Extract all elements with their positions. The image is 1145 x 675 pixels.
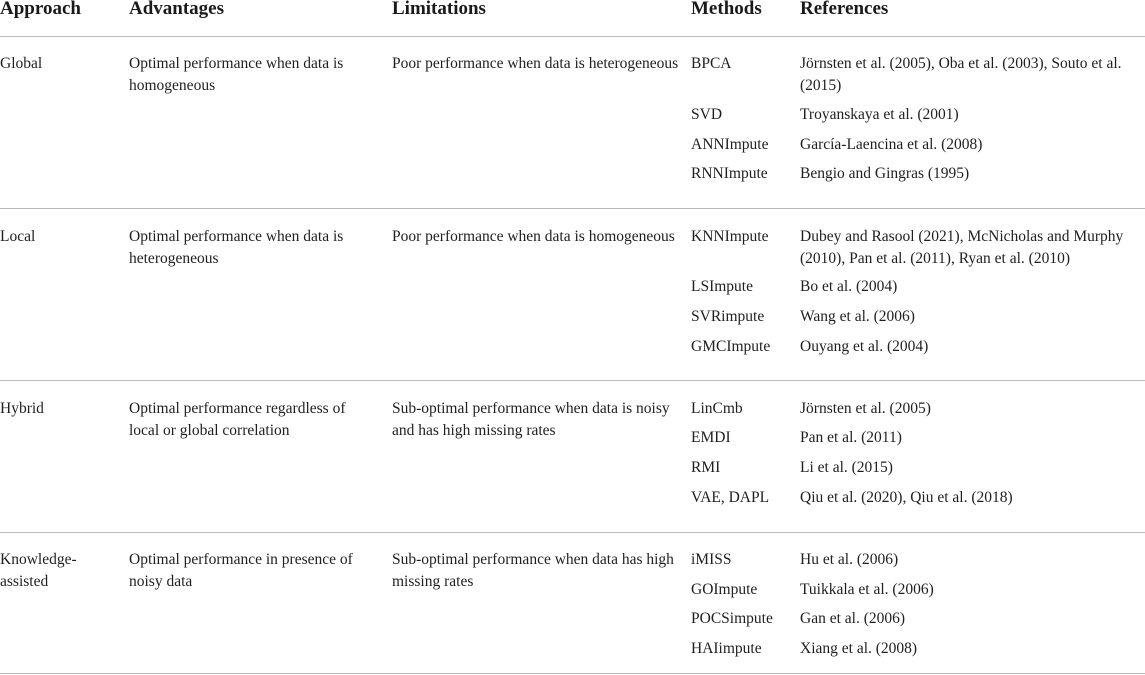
reference-cell: Wang et al. (2006): [800, 308, 915, 325]
method-cell: RNNImpute: [691, 165, 768, 182]
method-cell: RMI: [691, 459, 721, 476]
limitations-cell: Poor performance when data is heterogeneous: [392, 55, 679, 72]
advantages-cell: Optimal performance in presence of noisy data: [129, 551, 353, 590]
method-cell: POCSimpute: [691, 610, 773, 627]
reference-cell: Bengio and Gingras (1995): [800, 165, 970, 182]
reference-cell: Troyanskaya et al. (2001): [800, 106, 959, 123]
limitations-cell: Sub-optimal performance when data has high missing rates: [392, 551, 674, 590]
advantages-cell: Optimal performance regardless of local or global correlation: [129, 400, 346, 439]
advantages-cell: Optimal performance when data is homogeneous: [129, 55, 344, 94]
reference-cell: Hu et al. (2006): [800, 551, 899, 568]
limitations-cell: Sub-optimal performance when data is noisy and has high missing rates: [392, 400, 670, 439]
method-cell: SVRimpute: [691, 308, 765, 325]
reference-cell: Dubey and Rasool (2021), McNicholas and Murphy (2010), Pan et al. (2011), Ryan et al. (2010): [800, 228, 1124, 267]
limitations-cell: Poor performance when data is homogeneous: [392, 228, 675, 245]
reference-cell: García-Laencina et al. (2008): [800, 136, 983, 153]
method-cell: KNNImpute: [691, 228, 769, 245]
reference-cell: Li et al. (2015): [800, 459, 893, 476]
reference-cell: Jörnsten et al. (2005), Oba et al. (2003), Souto et al. (2015): [800, 55, 1122, 94]
method-cell: EMDI: [691, 429, 731, 446]
header-limitations: Limitations: [392, 0, 486, 19]
reference-cell: Pan et al. (2011): [800, 429, 902, 446]
method-cell: GMCImpute: [691, 338, 771, 355]
reference-cell: Ouyang et al. (2004): [800, 338, 929, 355]
header-approach: Approach: [0, 0, 81, 19]
method-cell: iMISS: [691, 551, 732, 568]
method-cell: ANNImpute: [691, 136, 769, 153]
table-bottom-rule: [0, 673, 1145, 674]
approach-cell: Knowledge-assisted: [0, 551, 77, 590]
header-divider: [0, 36, 1145, 37]
header-advantages: Advantages: [129, 0, 225, 19]
method-cell: BPCA: [691, 55, 732, 72]
group-divider: [0, 380, 1145, 381]
header-references: References: [800, 0, 889, 19]
group-divider: [0, 208, 1145, 209]
approach-cell: Hybrid: [0, 400, 44, 417]
method-cell: GOImpute: [691, 581, 758, 598]
group-divider: [0, 532, 1145, 533]
method-cell: LinCmb: [691, 400, 743, 417]
method-cell: SVD: [691, 106, 723, 123]
reference-cell: Xiang et al. (2008): [800, 640, 918, 657]
method-cell: VAE, DAPL: [691, 489, 770, 506]
header-methods: Methods: [691, 0, 762, 19]
method-cell: HAIimpute: [691, 640, 762, 657]
reference-cell: Qiu et al. (2020), Qiu et al. (2018): [800, 489, 1013, 506]
reference-cell: Jörnsten et al. (2005): [800, 400, 931, 417]
method-cell: LSImpute: [691, 278, 753, 295]
approach-cell: Global: [0, 55, 43, 72]
approach-cell: Local: [0, 228, 36, 245]
reference-cell: Tuikkala et al. (2006): [800, 581, 934, 598]
advantages-cell: Optimal performance when data is heterogeneous: [129, 228, 344, 267]
reference-cell: Bo et al. (2004): [800, 278, 898, 295]
reference-cell: Gan et al. (2006): [800, 610, 906, 627]
